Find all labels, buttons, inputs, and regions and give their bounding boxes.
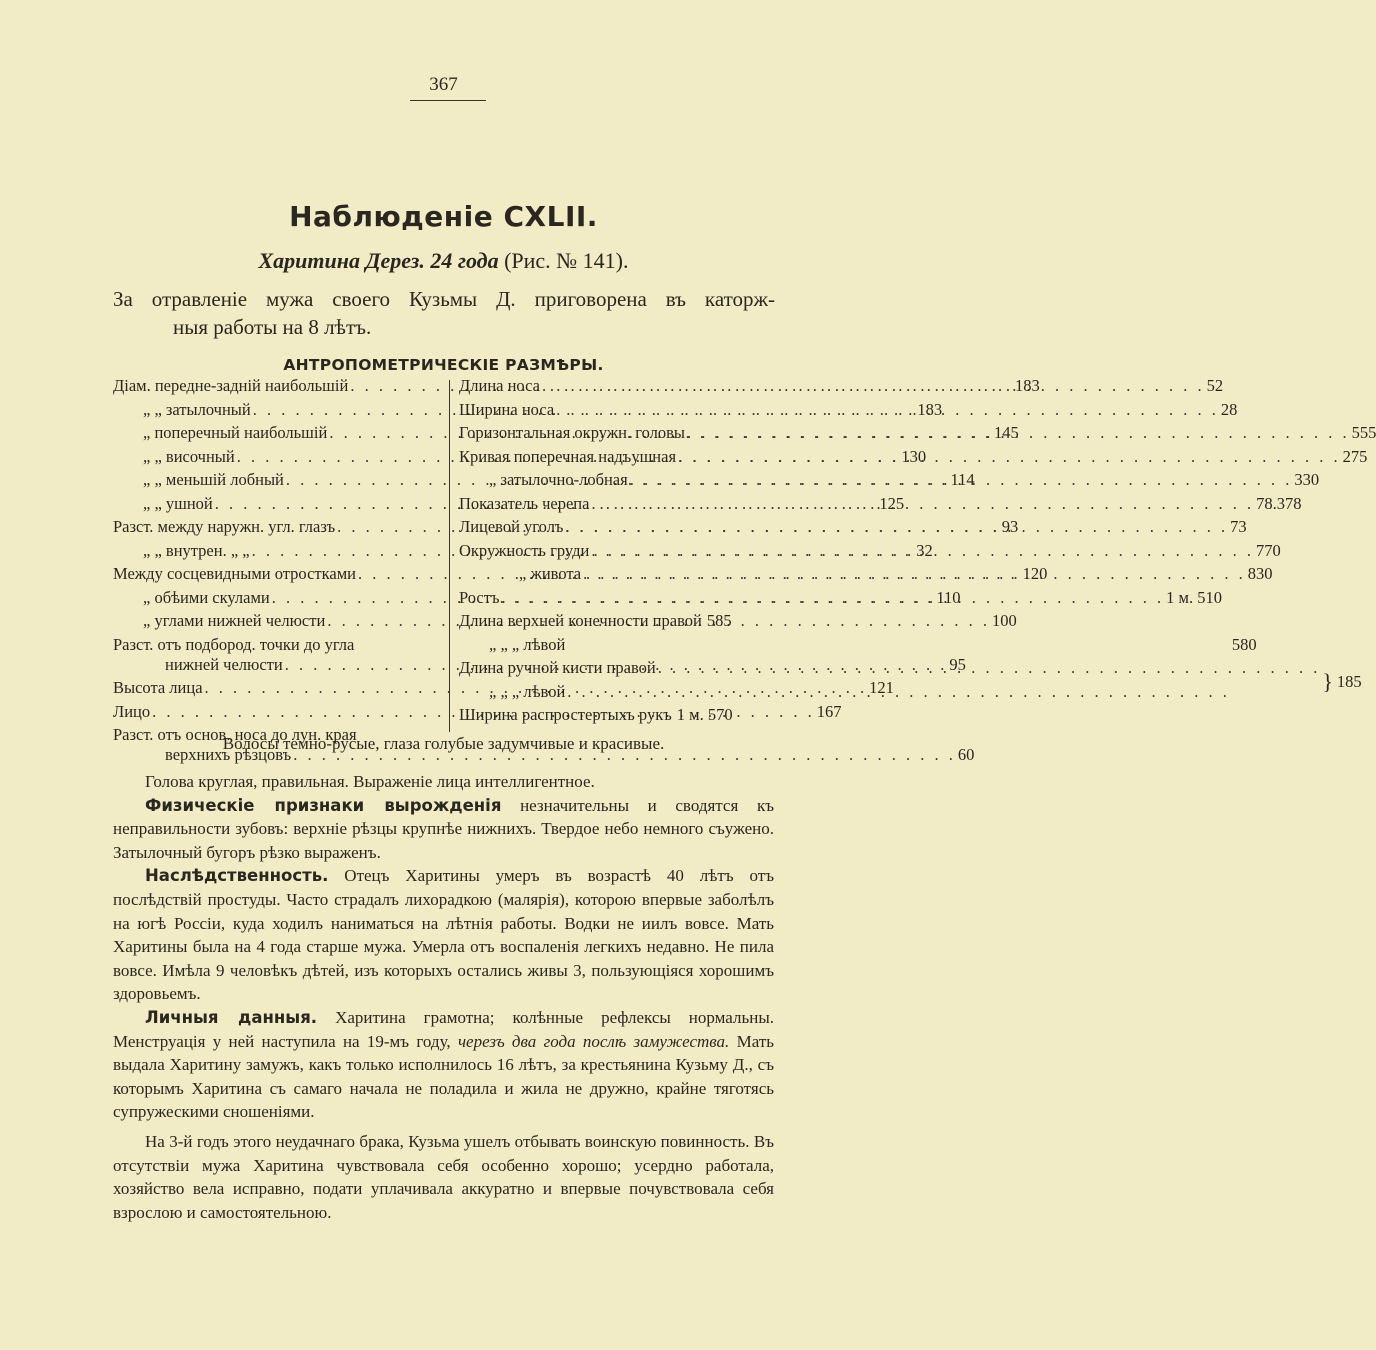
measure-label: Діам. передне-задній наибольшій — [113, 376, 349, 395]
measure-label: Ширина носа — [459, 399, 555, 419]
paragraph-text: незначительны и сводятся къ неправильности зубовъ: верхніе рѣзцы крупнѣе нижнихъ. Твердое небо немного съужено. Затылочный бугоръ рѣзко выраженъ. — [113, 795, 774, 862]
paragraph-text: Харитина грамотна; колѣнные рефлексы нормальны. Менструація у ней наступила на 19-мъ году, — [113, 1007, 774, 1051]
measure-label: „ затылочно-лобная — [489, 470, 628, 489]
measure-label: Показатель черепа — [459, 493, 590, 513]
hand-length-value: 185 — [1336, 671, 1362, 691]
measure-label: „ „ „ лѣвой — [489, 634, 566, 654]
measure-label: „ живота — [519, 564, 582, 583]
measure-value: 114 — [950, 470, 975, 489]
measure-value: 183 — [1014, 376, 1040, 395]
measure-value: 770 — [1255, 540, 1281, 560]
measure-value: 121 — [869, 678, 894, 697]
anthropometry-heading: АНТРОПОМЕТРИЧЕСКІЕ РАЗМѢРЫ. — [283, 356, 604, 374]
measure-label: Лицевой уголъ — [459, 517, 564, 536]
page-number-rule — [410, 100, 486, 101]
measure-label: Длина верхней конечности правой — [459, 611, 702, 630]
measure-value: 73 — [1230, 517, 1247, 536]
measure-value: 95 — [949, 654, 966, 674]
measure-label: Ширина распростертыхъ рукъ — [459, 705, 672, 724]
measure-label: Высота лица — [113, 678, 203, 697]
measure-value: 60 — [957, 745, 975, 764]
crime-statement — [113, 285, 775, 341]
measure-value: 585 — [706, 611, 732, 630]
measure-label: Окружность груди — [459, 540, 590, 560]
paragraph — [113, 1130, 774, 1224]
measure-label: „ поперечный наибольшій — [143, 423, 328, 442]
measure-row — [459, 611, 780, 635]
paragraph — [113, 1006, 774, 1124]
measure-label: „ „ ушной — [143, 493, 213, 513]
measure-value: 580 — [1231, 634, 1257, 654]
measure-value: 145 — [993, 423, 1019, 442]
paragraph — [113, 864, 774, 1006]
crime-line-1: За отравленіе мужа своего Кузьмы Д. приговорена въ каторж- — [113, 287, 775, 311]
subject-name-age: Харитина Дерез. 24 года — [258, 248, 499, 273]
page-number: 367 — [429, 74, 458, 95]
measure-label: Ростъ — [459, 587, 500, 607]
measure-value: 130 — [901, 446, 927, 466]
measure-row — [113, 635, 443, 655]
paragraph — [113, 770, 774, 794]
measure-label: „ „ меньшій лобный — [143, 470, 284, 489]
measure-value: 32 — [916, 540, 933, 560]
measure-value: 78.378 — [1256, 493, 1302, 513]
measure-label: Между сосцевидными отростками — [113, 564, 356, 583]
paragraph — [113, 794, 774, 865]
section-heading: Личныя данныя. — [145, 1007, 318, 1027]
measure-label: нижней челюсти — [165, 654, 283, 674]
measure-row — [459, 634, 1257, 659]
measure-label: „ „ внутрен. „ „ — [143, 540, 250, 560]
section-heading: Наслѣдственность. — [145, 866, 329, 886]
measure-label: Разст. отъ подбород. точки до угла — [113, 634, 355, 654]
measure-label: „ обѣими скулами — [143, 587, 270, 607]
measure-label: „ „ „ лѣвой — [489, 681, 566, 701]
measure-value: 330 — [1294, 470, 1320, 489]
measure-value: 1 м. 510 — [1166, 587, 1222, 607]
paragraph-text: Отецъ Харитины умеръ въ возрастѣ 40 лѣтъ отъ послѣдствій простуды. Часто страдалъ лихорадкою (малярія), которою впервые заболѣлъ на югѣ Россіи, куда ходилъ наниматься на лѣтнія работы. Водки не иилъ вовсе. Мать Харитины была на 4 года старше мужа. Умерла отъ воспаленія легкихъ недавно. Не пила вовсе. Имѣла 9 человѣкъ дѣтей, изъ которыхъ остались живы 3, пользующіяся хорошимъ здоровьемъ. — [113, 866, 774, 1004]
measure-label: Разст. отъ основ. носа до лун. края — [113, 725, 357, 744]
measure-value: 120 — [1022, 564, 1048, 583]
measure-value: 110 — [936, 587, 961, 607]
measure-value: 275 — [1342, 446, 1368, 466]
measure-label: верхнихъ рѣзцовъ — [165, 745, 292, 764]
measure-value: 555 — [1351, 423, 1376, 442]
brace-symbol: } — [1322, 668, 1333, 694]
measure-label: Лицо — [113, 701, 151, 721]
measure-label: „ „ височный — [143, 446, 235, 466]
paragraph-text: Мать выдала Харитину замужъ, какъ только исполнилось 16 лѣтъ, за крестьянина Кузьму Д., съ которымъ Харитина съ самаго начала не поладила и жила не дружно, крайне тяготясь супружескими сношеніями. — [113, 1031, 775, 1122]
paragraph-text: Голова круглая, правильная. Выраженіе лица интеллигентное. — [145, 772, 595, 791]
measure-label: „ „ затылочный — [143, 399, 251, 419]
subject-subtitle — [0, 248, 887, 274]
measure-row — [459, 658, 1322, 682]
measure-row — [459, 682, 1322, 706]
measure-label: „ углами нижней челюсти — [143, 611, 326, 630]
measure-label: Длина носа — [459, 376, 540, 395]
measure-label: Кривая поперечная надъушная — [459, 446, 677, 466]
measure-value: 52 — [1206, 376, 1224, 395]
hair-eyes-note: Волосы темно-русые, глаза голубые задумчивые и красивые. — [222, 734, 665, 753]
measure-value: 830 — [1247, 564, 1273, 583]
measure-value: 28 — [1220, 399, 1238, 419]
measure-value: 167 — [816, 701, 842, 721]
italic-text: черезъ два года послѣ замужества. — [457, 1031, 730, 1051]
figure-reference: (Рис. № 141). — [504, 248, 629, 273]
measure-value: 1 м. 570 — [676, 705, 733, 724]
measure-value: 183 — [917, 399, 943, 419]
measure-label: Разст. между наружн. угл. глазъ — [113, 517, 336, 536]
observation-title: Наблюденіе CXLII. — [289, 200, 598, 233]
measure-value: 93 — [1001, 517, 1019, 536]
section-heading: Физическіе признаки вырожденія — [145, 795, 502, 815]
paragraph-text: На 3-й годъ этого неудачнаго брака, Кузьма ушелъ отбывать воинскую повинность. Въ отсутствіи мужа Харитина чувствовала себя особенно хорошо; усердно работала, хозяйство вела исправно, подати уплачивала аккуратно и впервые почувствовала себя взрослою и самостоятельною. — [113, 1131, 774, 1222]
measure-label: Горизонтальная окружн. головы — [459, 423, 685, 442]
body-text — [113, 770, 774, 1224]
measure-value: 125 — [879, 493, 905, 513]
measure-value: 100 — [991, 611, 1017, 630]
crime-line-2: ныя работы на 8 лѣтъ. — [173, 315, 372, 339]
measure-label: Длина ручной кисти правой — [459, 658, 656, 677]
measure-row — [459, 705, 780, 729]
